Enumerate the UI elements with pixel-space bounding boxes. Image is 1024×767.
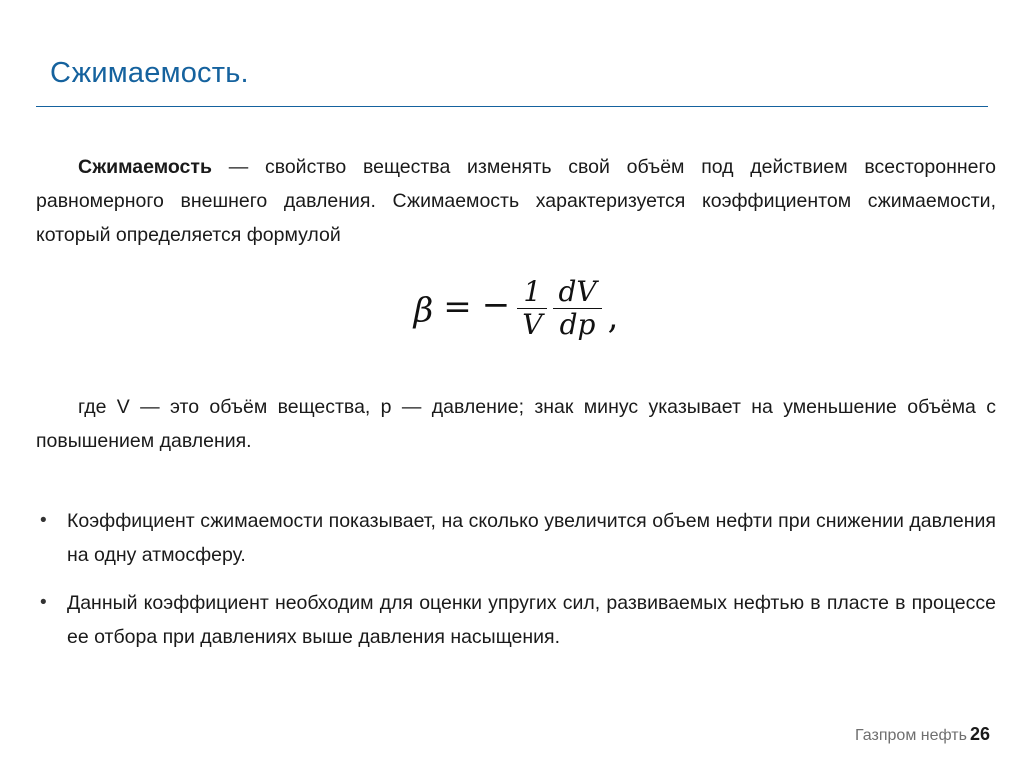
formula-trailing-comma: , <box>607 296 619 337</box>
formula-fraction-one-over-v <box>517 275 547 341</box>
fraction-numerator: dV <box>558 275 597 308</box>
fraction-denominator: dp <box>553 308 601 339</box>
bullet-icon: • <box>40 510 47 531</box>
definition-term: Сжимаемость <box>78 156 212 178</box>
formula-block <box>36 275 996 364</box>
formula-symbol-beta: β <box>413 290 434 331</box>
bullet-icon: • <box>40 592 47 613</box>
fraction-numerator: 1 <box>523 275 542 308</box>
footer-label: Газпром нефть <box>855 727 967 744</box>
page-number: 26 <box>969 724 990 744</box>
definition-text: — свойство вещества изменять свой объём под действием всестороннего равномерного внешнего давления. Сжимаемость характеризуется коэффициентом сжимаемости, который определяется формулой <box>36 156 996 246</box>
fraction-denominator: V <box>517 308 547 339</box>
page-title: Сжимаемость. <box>50 57 249 90</box>
list-item-text: Коэффициент сжимаемости показывает, на сколько увеличится объем нефти при снижении давления на одну атмосферу. <box>67 510 996 566</box>
formula-fraction-dv-over-dp <box>553 275 601 341</box>
formula-minus: − <box>481 284 511 325</box>
formula-explanation-paragraph: где V — это объём вещества, p — давление; знак минус указывает на уменьшение объёма с повышением давления. <box>36 396 996 452</box>
list-item-text: Данный коэффициент необходим для оценки упругих сил, развиваемых нефтью в пласте в процессе ее отбора при давлениях выше давления насыщения. <box>67 592 996 648</box>
definition-paragraph <box>36 150 996 252</box>
title-divider <box>36 106 988 107</box>
list-item <box>36 504 996 572</box>
formula-equals: = <box>443 286 472 327</box>
compressibility-formula <box>413 275 619 341</box>
slide-footer <box>855 724 990 745</box>
bullet-list <box>36 504 996 654</box>
list-item <box>36 586 996 654</box>
slide-content <box>36 150 996 668</box>
